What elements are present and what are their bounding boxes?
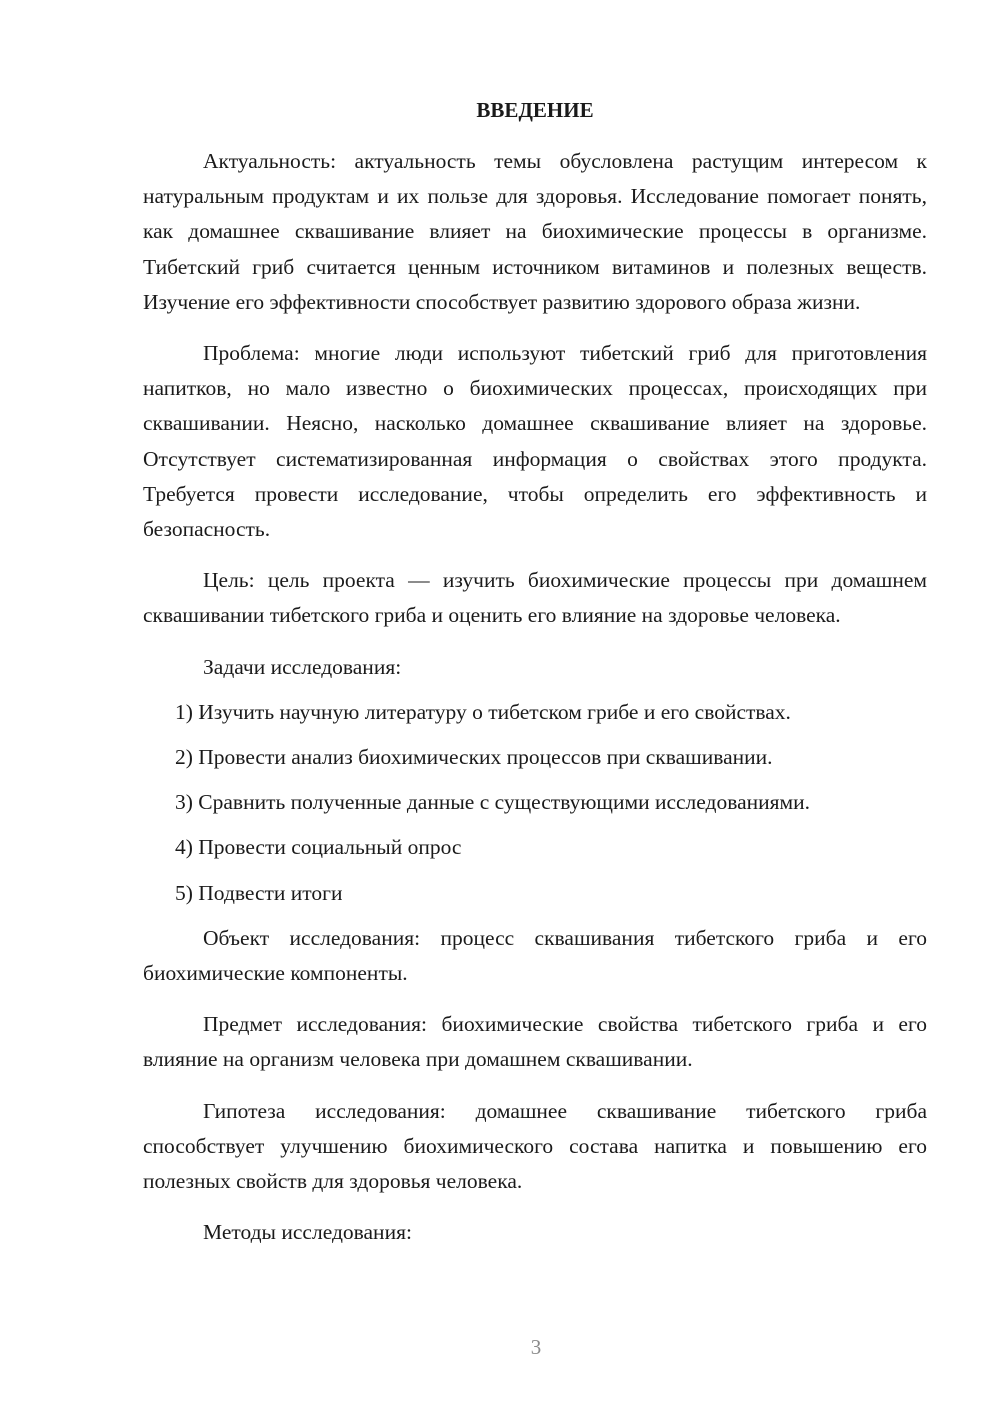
hypothesis-paragraph: Гипотеза исследования: домашнее сквашивание тибетского гриба способствует улучшению биохимического состава напитка и повышению его полезных свойств для здоровья человека.	[143, 1098, 927, 1194]
task-list	[143, 695, 927, 911]
task-item-1: 1) Изучить научную литературу о тибетском грибе и его свойствах.	[175, 699, 791, 724]
subject-paragraph: Предмет исследования: биохимические свойства тибетского гриба и его влияние на организм человека при домашнем сквашивании.	[143, 1012, 927, 1072]
object-paragraph: Объект исследования: процесс сквашивания тибетского гриба и его биохимические компоненты.	[143, 925, 927, 986]
task-item-4: 4) Провести социальный опрос	[175, 835, 462, 860]
task-item-3: 3) Сравнить полученные данные с существующими исследованиями.	[175, 790, 811, 815]
tasks-heading: Задачи исследования:	[203, 654, 402, 679]
task-item-5: 5) Подвести итоги	[175, 880, 343, 905]
task-item-2: 2) Провести анализ биохимических процессов при сквашивании.	[175, 745, 773, 770]
goal-paragraph: Цель: цель проекта — изучить биохимические процессы при домашнем сквашивании тибетского гриба и оценить его влияние на здоровье человека.	[143, 568, 927, 628]
problem-paragraph: Проблема: многие люди используют тибетский гриб для приготовления напитков, но мало известно о биохимических процессах, происходящих при сквашивании. Неясно, насколько домашнее сквашивание влияет на здоровье. Отсутствует систематизированная информация о свойствах этого продукта. Требуется провести исследование, чтобы определить его эффективность и безопасность.	[143, 341, 927, 542]
relevance-paragraph: Актуальность: актуальность темы обусловлена растущим интересом к натуральным продуктам и их пользе для здоровья. Исследование помогает понять, как домашнее сквашивание влияет на биохимические процессы в организме. Тибетский гриб считается ценным источником витаминов и полезных веществ. Изучение его эффективности способствует развитию здорового образа жизни.	[143, 149, 927, 314]
page-number: 3	[530, 1335, 542, 1359]
page-title: ВВЕДЕНИЕ	[476, 98, 594, 122]
document-page	[143, 94, 927, 1250]
methods-heading: Методы исследования:	[203, 1220, 412, 1245]
